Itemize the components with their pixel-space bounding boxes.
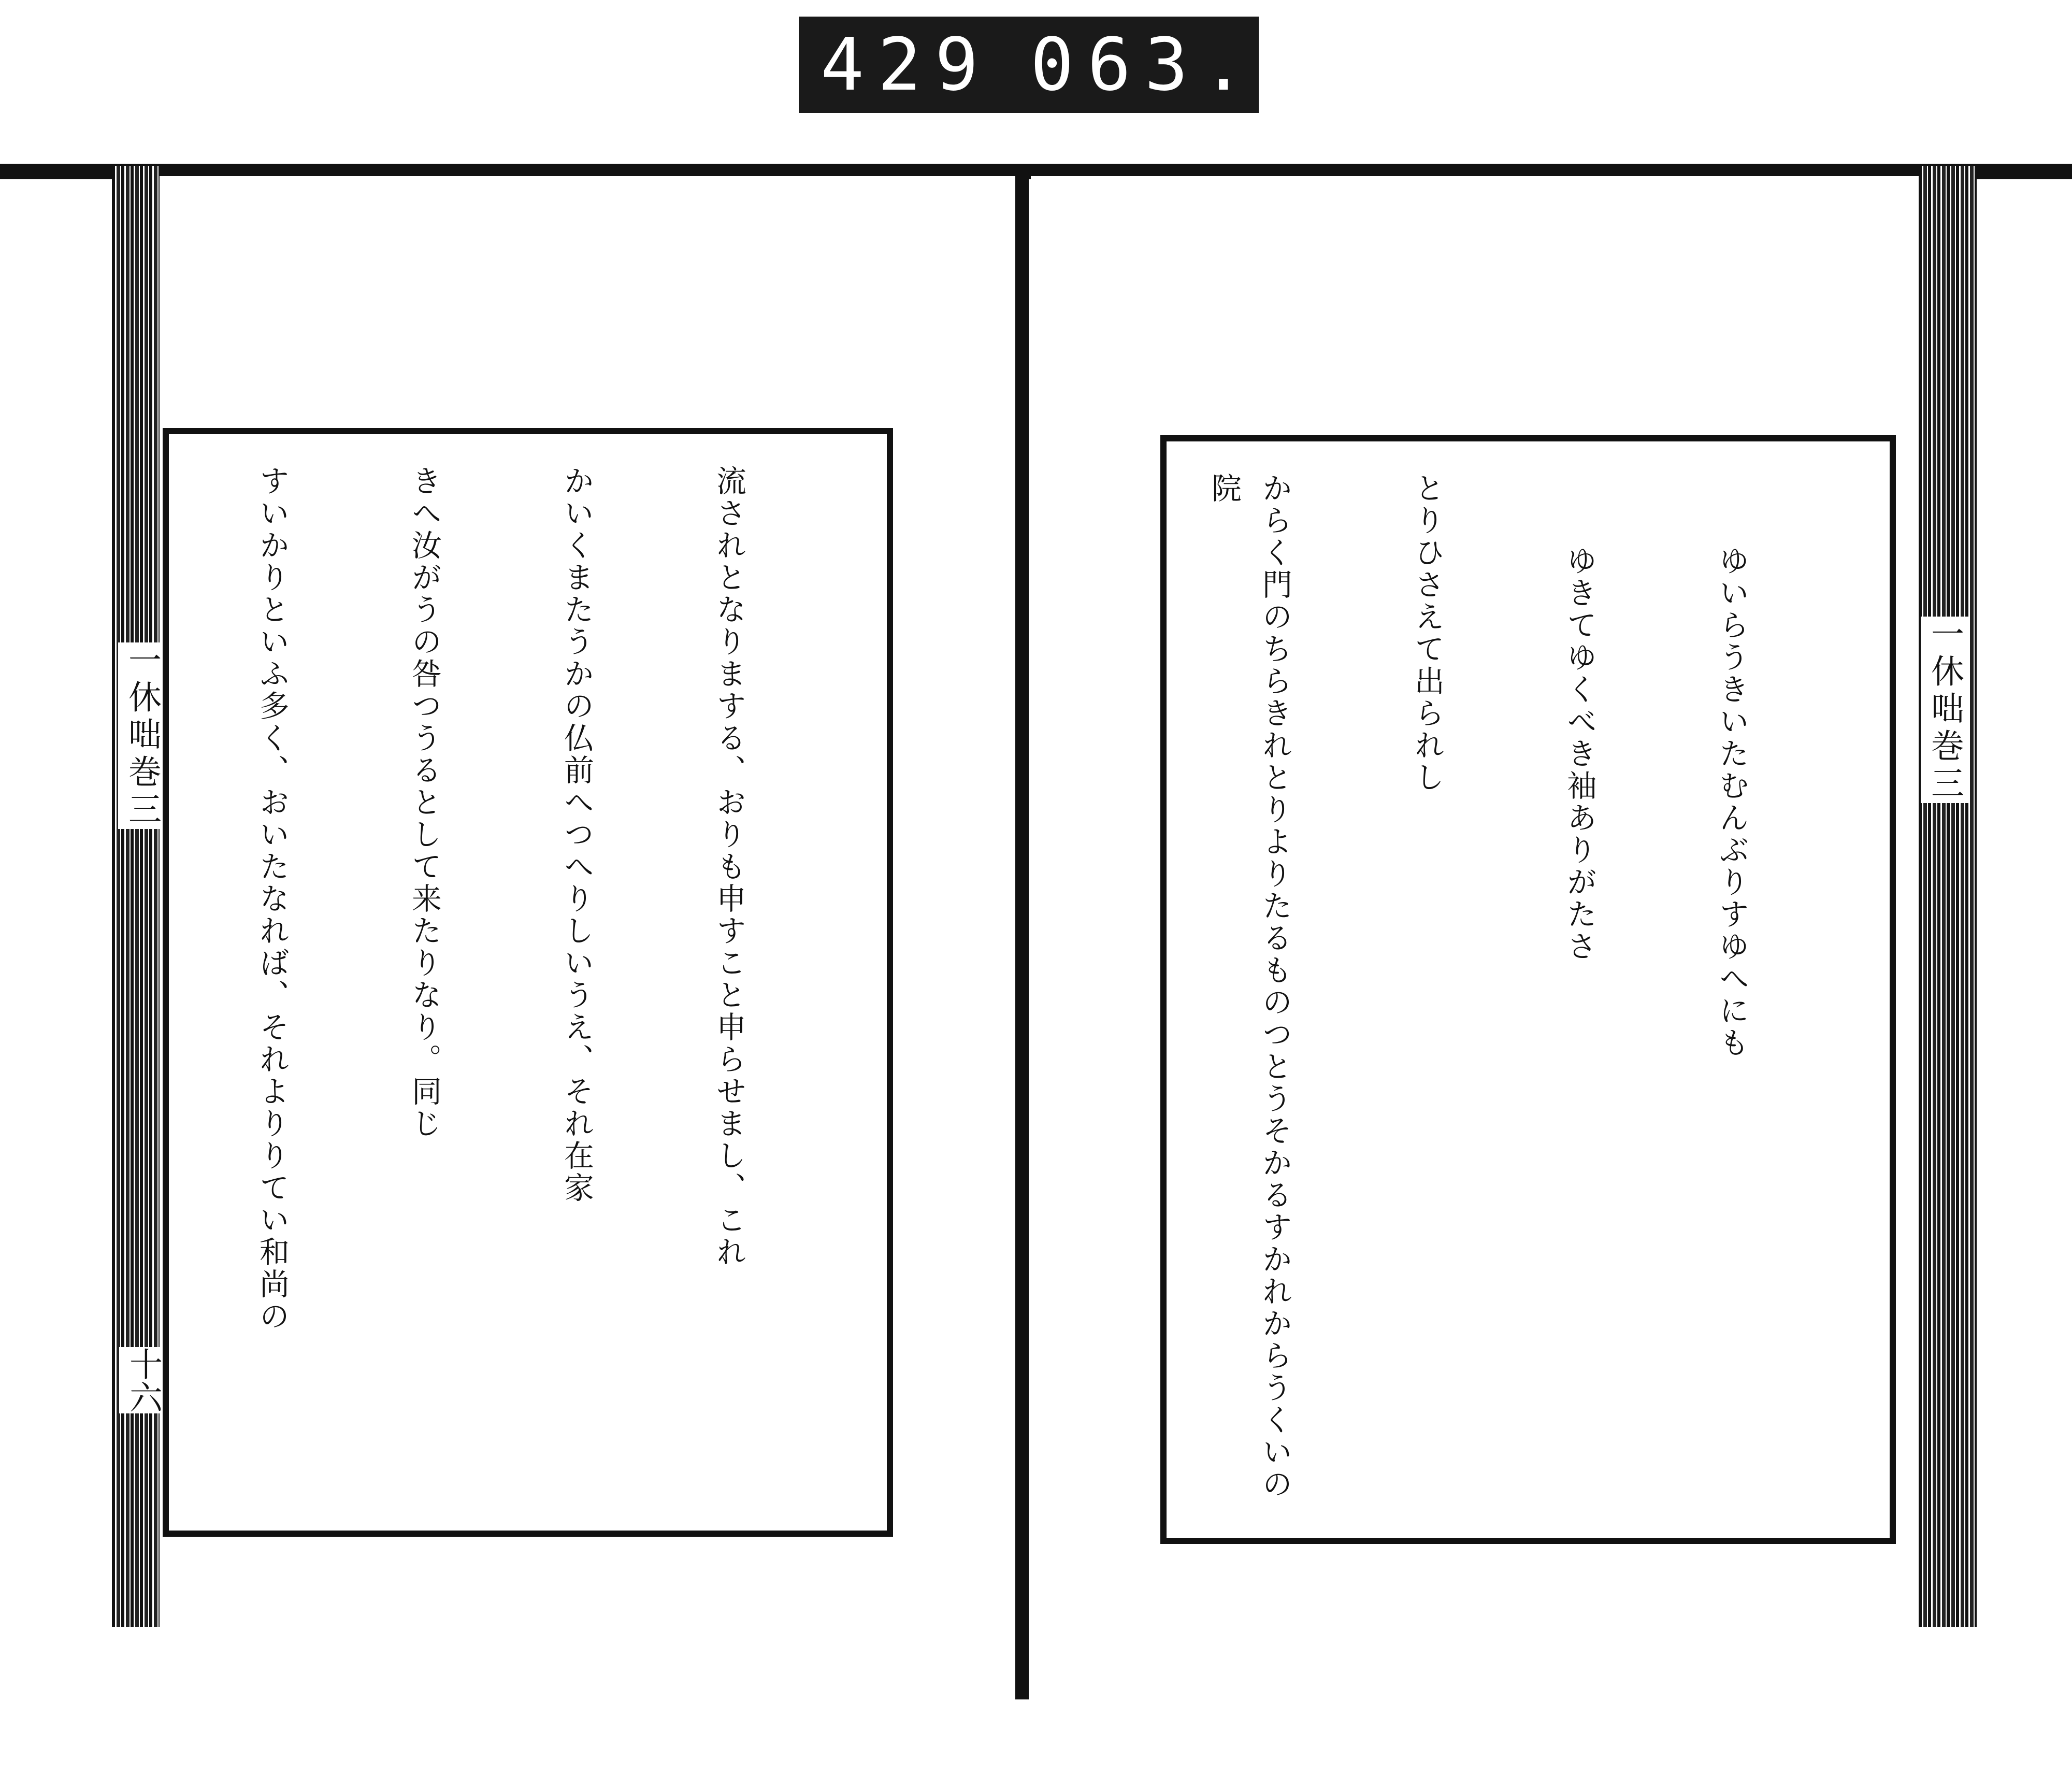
right-running-head: 一休咄巻三: [1921, 617, 1968, 803]
film-frame-label: [799, 17, 1259, 113]
right-text-block: [1160, 435, 1896, 1544]
left-folio: 十六: [119, 1347, 167, 1413]
text-line: きへ汝がうの咎つうるとして来たりなり。同じ: [407, 465, 442, 1140]
right-text-columns: [1198, 473, 1859, 1507]
text-line: すいかりといふ多く、おいたなれば、それよりりてい和尚の: [254, 465, 290, 1333]
left-text-block: [163, 428, 893, 1537]
heading-line: ゆきてゆくべき袖ありがたさ: [1562, 545, 1597, 963]
heading-line: ゆいらうきいたむんぶりすゆへにも: [1714, 545, 1749, 1059]
book-gutter: [1015, 166, 1029, 1699]
text-line: 流されとなりまする、おりも申すこと申らせまし、これ: [711, 465, 746, 1268]
text-line: かいくまたうかの仏前へつへりしいうえ、それ在家: [559, 465, 594, 1204]
text-line: とりひさえて出られし: [1409, 473, 1445, 794]
left-running-head: 一休咄巻三: [118, 642, 166, 829]
frame-label-part2: 063.: [1030, 22, 1259, 107]
frame-label-part1: 429: [821, 22, 992, 107]
left-text-columns: [200, 465, 856, 1499]
right-book-edge: [1919, 166, 1977, 1627]
text-line: からく門のちらきれとりよりたるものつとうそかるすかれからうくいの院: [1206, 473, 1292, 1500]
